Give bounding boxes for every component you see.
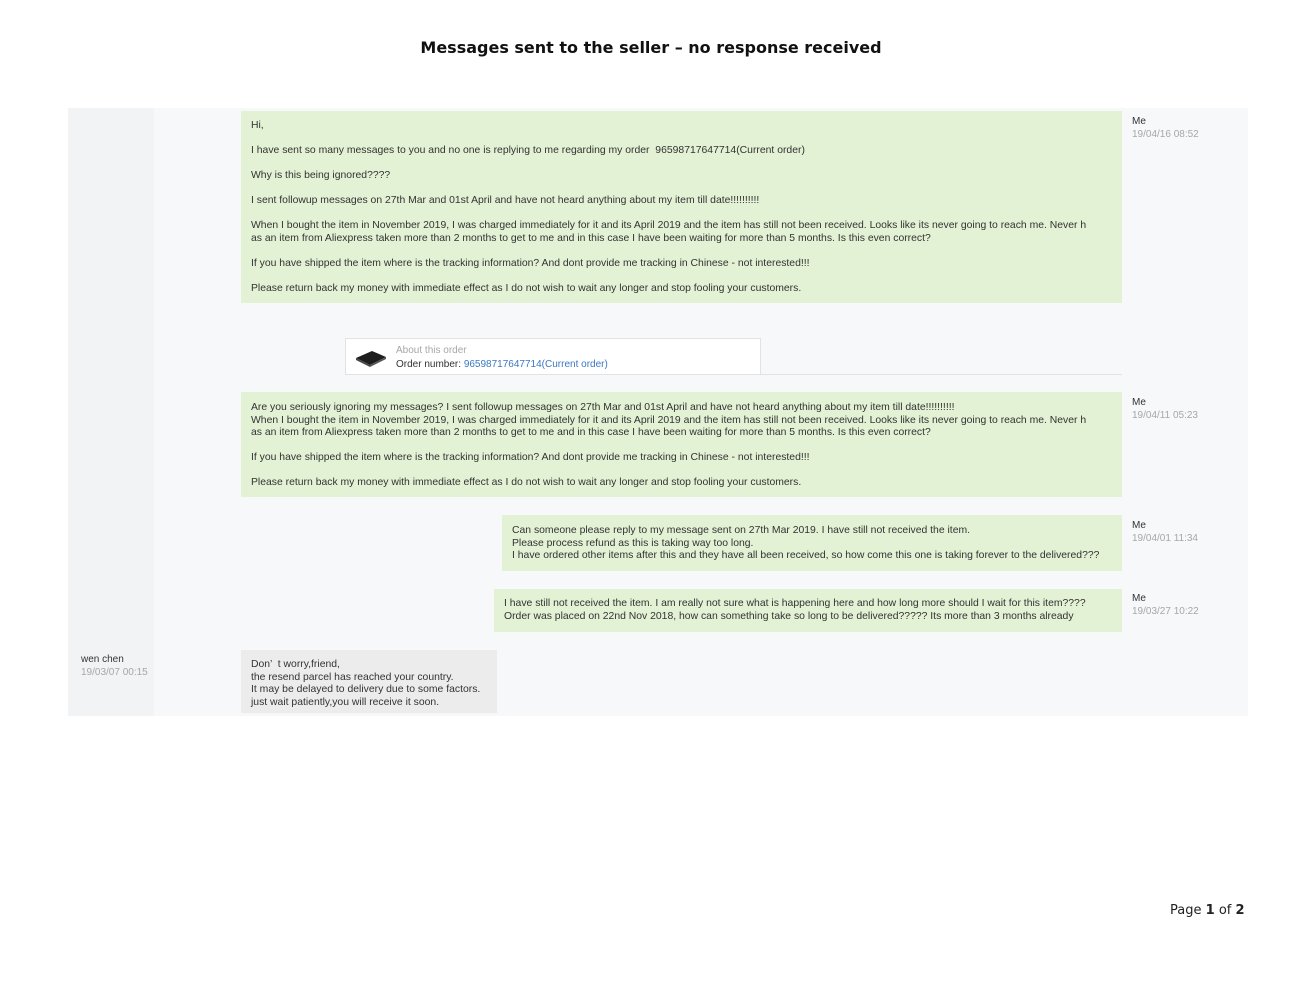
order-about-label: About this order <box>396 345 467 356</box>
message-timestamp: 19/03/27 10:22 <box>1132 605 1199 617</box>
sender-name: Me <box>1132 116 1146 127</box>
message-text: If you have shipped the item where is the tracking information? And dont provide me tracking in Chinese - not interested!!! <box>251 257 810 269</box>
product-thumbnail-icon <box>354 348 388 368</box>
conversation-list-column <box>68 108 154 716</box>
message-text: When I bought the item in November 2019, I was charged immediately for it and its April 2019 and the item has still not been received. Looks like its never going to reach me. Never h as an item from Aliexpress taken more than 2 months to get to me and in this case I have been waiting for more than 5 months. Is this even correct? <box>251 220 1087 244</box>
message-timestamp: 19/04/01 11:34 <box>1132 532 1198 544</box>
message-bubble-seller <box>241 650 497 713</box>
page-of-label: of <box>1218 903 1232 918</box>
message-meta <box>81 654 148 679</box>
message-text: Please return back my money with immediate effect as I do not wish to wait any longer and stop fooling your customers. <box>251 477 802 488</box>
message-text: I have still not received the item. I am really not sure what is happening here and how long more should I wait for this item???? Order was placed on 22nd Nov 2018, how can something take so long to be delivered????? Its more than 3 months already <box>504 598 1086 622</box>
message-timestamp: 19/04/11 05:23 <box>1132 409 1198 421</box>
message-text: I have sent so many messages to you and no one is replying to me regarding my order 96598717647714(Current order) <box>251 145 805 156</box>
message-bubble-me <box>494 589 1122 632</box>
divider <box>345 374 1122 375</box>
message-text: Can someone please reply to my message sent on 27th Mar 2019. I have still not received the item. Please process refund as this is taking way too long. I have ordered other items after this and they have all been received, so how come this one is taking forever to the delivered??? <box>512 525 1100 561</box>
message-timestamp: 19/04/16 08:52 <box>1132 128 1199 140</box>
page-current: 1 <box>1205 903 1215 918</box>
message-meta <box>1132 116 1199 141</box>
message-text: Are you seriously ignoring my messages? I sent followup messages on 27th Mar and 01st April and have not heard anything about my item till date!!!!!!!!!! When I bought the item in November 2019, I was charged immediately for it and its April 2019 and the item has still not been received. Looks like its never going to reach me. Never h as an item from Aliexpress taken more than 2 months to get to me and in this case I have been waiting for more than 5 months. Is this even correct? <box>251 402 1087 438</box>
message-meta <box>1132 397 1198 422</box>
message-timestamp: 19/03/07 00:15 <box>81 666 148 678</box>
message-text: Please return back my money with immediate effect as I do not wish to wait any longer and stop fooling your customers. <box>251 282 802 294</box>
sender-name: Me <box>1132 593 1146 604</box>
message-meta <box>1132 593 1199 618</box>
order-number-link[interactable]: 96598717647714(Current order) <box>463 359 608 370</box>
order-number <box>396 359 608 370</box>
message-bubble-me <box>241 111 1122 303</box>
message-text: Why is this being ignored???? <box>251 170 391 181</box>
page-label: Page <box>1170 903 1202 918</box>
page-number <box>1170 903 1245 918</box>
sender-name: Me <box>1132 397 1146 408</box>
sender-name: wen chen <box>81 654 124 665</box>
message-bubble-me <box>502 515 1122 571</box>
message-text: I sent followup messages on 27th Mar and 01st April and have not heard anything about my item till date!!!!!!!!!! <box>251 195 760 206</box>
order-info-card[interactable] <box>345 338 761 375</box>
document-title: Messages sent to the seller – no response received <box>420 38 882 57</box>
order-number-label: Order number: <box>396 359 464 370</box>
message-meta <box>1132 520 1198 545</box>
message-text: If you have shipped the item where is the tracking information? And dont provide me tracking in Chinese - not interested!!! <box>251 452 810 463</box>
sender-name: Me <box>1132 520 1146 531</box>
page-total: 2 <box>1235 903 1245 918</box>
message-text: Hi, <box>251 120 264 131</box>
message-text: Don’ t worry,friend, the resend parcel has reached your country. It may be delayed to delivery due to some factors. just wait patiently,you will receive it soon. <box>251 659 481 708</box>
message-bubble-me <box>241 392 1122 497</box>
